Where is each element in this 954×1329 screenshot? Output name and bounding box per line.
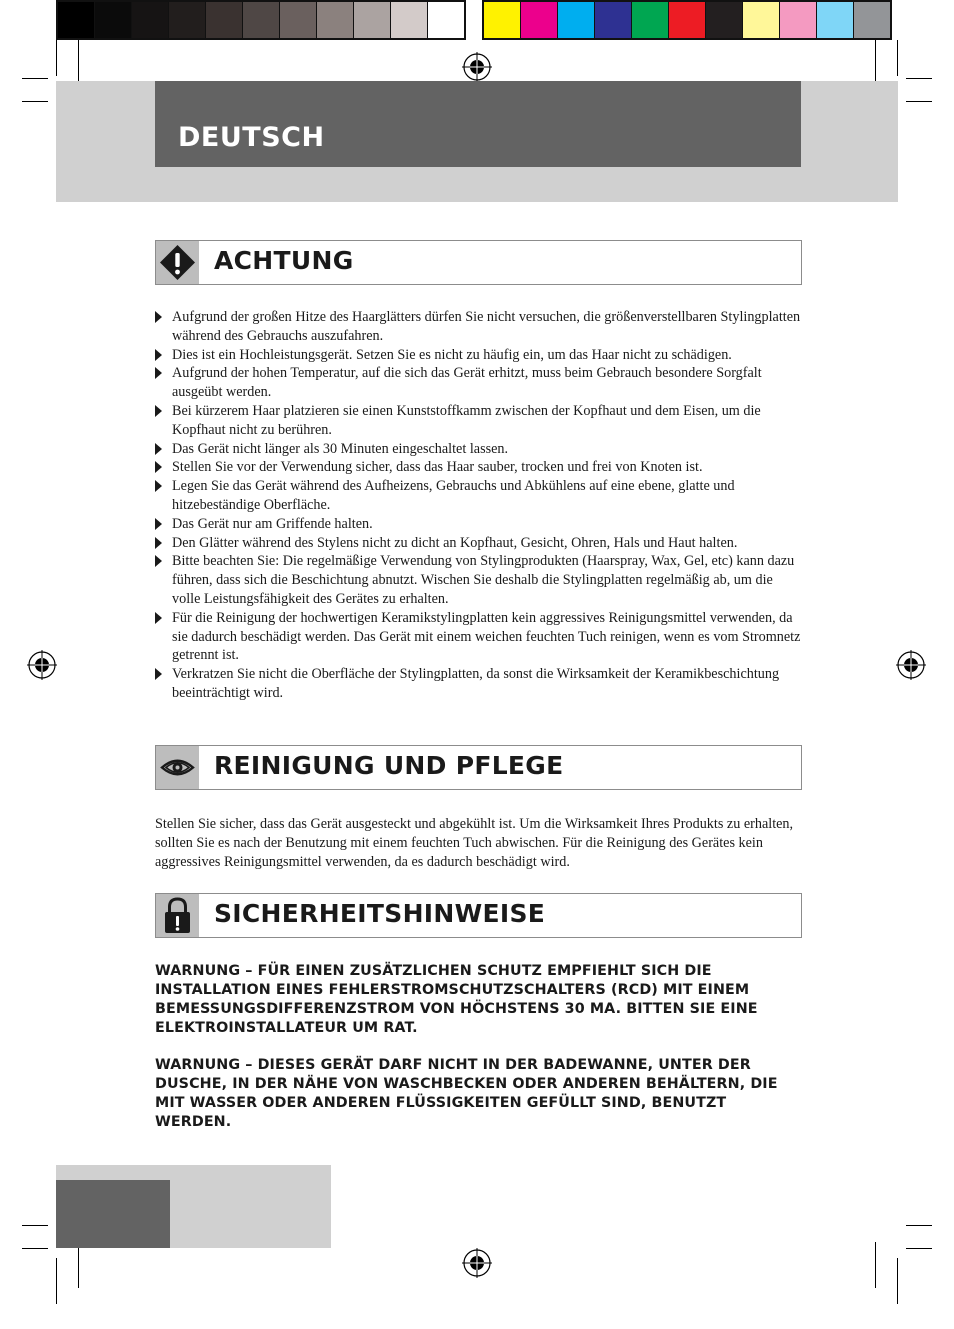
crop-mark [22, 1225, 48, 1226]
cleaning-paragraph: Stellen Sie sicher, dass das Gerät ausgesteckt und abgekühlt ist. Um die Wirksamkeit Ihres Produkts zu erhalten, sollten Sie es nach der Benutzung mit einem feuchten Tuch abwischen. Für die Reinigung des Gerätes kein aggressives Reinigungsmittel verwenden, da es dadurch beschädigt wird. [155, 816, 794, 870]
registration-mark-icon [462, 1248, 492, 1278]
achtung-list [155, 308, 803, 703]
list-item [155, 477, 803, 515]
bullet-arrow-icon [155, 367, 162, 379]
color-calibration-bar-right [482, 0, 892, 40]
list-item-text: Das Gerät nicht länger als 30 Minuten eingeschaltet lassen. [172, 440, 509, 457]
list-item-text: Den Glätter während des Stylens nicht zu dicht an Kopfhaut, Gesicht, Ohren, Hals und Haut halten. [172, 534, 738, 551]
bullet-arrow-icon [155, 518, 162, 530]
crop-mark [875, 1242, 876, 1288]
list-item [155, 609, 803, 665]
bullet-arrow-icon [155, 443, 162, 455]
gray-swatch [428, 2, 464, 38]
color-swatch [706, 2, 742, 38]
list-item-text: Dies ist ein Hochleistungsgerät. Setzen Sie es nicht zu häufig ein, um das Haar nicht zu schädigen. [172, 346, 732, 363]
color-calibration-bar-left [56, 0, 466, 40]
crop-mark [22, 101, 48, 102]
gray-swatch [243, 2, 279, 38]
crop-mark [22, 78, 48, 79]
list-item [155, 534, 803, 553]
page-title: DEUTSCH [178, 122, 325, 153]
padlock-icon [156, 894, 199, 937]
section-heading-achtung [155, 240, 802, 285]
list-item-text: Bitte beachten Sie: Die regelmäßige Verwendung von Stylingprodukten (Haarspray, Wax, Gel, etc) kann dazu führen, dass sich die Beschichtung abnutzt. Wischen Sie deshalb die Stylingplatten regelmäßig ab, um die volle Leistungsfähigkeit des Gerätes zu erhalten. [172, 553, 795, 607]
section-title: SICHERHEITSHINWEISE [214, 899, 546, 928]
crop-mark [78, 1242, 79, 1288]
bullet-arrow-icon [155, 537, 162, 549]
crop-mark [906, 78, 932, 79]
color-swatch [817, 2, 853, 38]
bullet-arrow-icon [155, 349, 162, 361]
bullet-arrow-icon [155, 461, 162, 473]
list-item-text: Das Gerät nur am Griffende halten. [172, 515, 373, 532]
list-item [155, 665, 803, 703]
gray-swatch [206, 2, 242, 38]
registration-mark-icon [462, 52, 492, 82]
crop-mark [906, 1248, 932, 1249]
list-item [155, 346, 803, 365]
crop-mark [56, 40, 57, 76]
gray-swatch [317, 2, 353, 38]
list-item-text: Aufgrund der hohen Temperatur, auf die sich das Gerät erhitzt, muss beim Gebrauch besondere Sorgfalt ausgeübt werden. [172, 365, 762, 401]
crop-mark [906, 1225, 932, 1226]
color-swatch [780, 2, 816, 38]
bullet-arrow-icon [155, 405, 162, 417]
gray-swatch [169, 2, 205, 38]
section-heading-reinigung [155, 745, 802, 790]
list-item [155, 308, 803, 346]
color-swatch [669, 2, 705, 38]
color-swatch [484, 2, 520, 38]
exclamation-icon [156, 241, 199, 284]
list-item [155, 552, 803, 608]
list-item [155, 458, 803, 477]
gray-swatch [280, 2, 316, 38]
list-item-text: Stellen Sie vor der Verwendung sicher, dass das Haar sauber, trocken und frei von Knoten ist. [172, 459, 703, 476]
section-heading-sicherheit [155, 893, 802, 938]
bullet-arrow-icon [155, 480, 162, 492]
crop-mark [22, 1248, 48, 1249]
gray-swatch [132, 2, 168, 38]
warning-rcd: WARNUNG – FÜR EINEN ZUSÄTZLICHEN SCHUTZ EMPFIEHLT SICH DIE INSTALLATION EINES FEHLERSTROMSCHUTZSCHALTERS (RCD) MIT EINEM BEMESSUNGSDIFFERENZSTROM VON HÖCHSTENS 30 MA. BITTEN SIE EINE ELEKTROINSTALLATEUR UM RAT. [155, 963, 758, 1036]
list-item-text: Bei kürzerem Haar platzieren sie einen Kunststoffkamm zwischen der Kopfhaut und dem Eisen, um die Kopfhaut nicht zu berühren. [172, 402, 761, 438]
eye-icon [156, 746, 199, 789]
list-item [155, 402, 803, 440]
list-item-text: Für die Reinigung der hochwertigen Keramikstylingplatten kein aggressives Reinigungsmittel verwenden, da sie dadurch beschädigt werden. Das Gerät mit einem weichen feuchten Tuch reinigen, wenn es vom Stromnetz getrennt ist. [172, 609, 801, 664]
crop-mark [906, 101, 932, 102]
crop-mark [56, 1258, 57, 1304]
warning-water: WARNUNG – DIESES GERÄT DARF NICHT IN DER BADEWANNE, UNTER DER DUSCHE, IN DER NÄHE VON WASCHBECKEN ODER ANDEREN BEHÄLTERN, DIE MIT WASSER ODER ANDEREN FLÜSSIGKEITEN GEFÜLLT SIND, BENUTZT WERDEN. [155, 1057, 778, 1130]
gray-swatch [391, 2, 427, 38]
list-item-text: Legen Sie das Gerät während des Aufheizens, Gebrauchs und Abkühlens auf eine ebene, glatte und hitzebeständige Oberfläche. [172, 478, 735, 513]
gray-swatch [58, 2, 94, 38]
crop-mark [897, 40, 898, 76]
bullet-arrow-icon [155, 612, 162, 624]
registration-mark-icon [27, 650, 57, 680]
list-item [155, 440, 803, 459]
color-swatch [632, 2, 668, 38]
color-swatch [558, 2, 594, 38]
crop-mark [897, 1258, 898, 1304]
section-title: ACHTUNG [214, 246, 354, 275]
bullet-arrow-icon [155, 555, 162, 567]
registration-mark-icon [896, 650, 926, 680]
color-swatch [521, 2, 557, 38]
color-swatch [743, 2, 779, 38]
gray-swatch [95, 2, 131, 38]
color-swatch [854, 2, 890, 38]
gray-swatch [354, 2, 390, 38]
bullet-arrow-icon [155, 311, 162, 323]
footer-page-box [56, 1180, 170, 1248]
list-item [155, 364, 803, 402]
section-title: REINIGUNG UND PFLEGE [214, 751, 564, 780]
list-item-text: Aufgrund der großen Hitze des Haarglätters dürfen Sie nicht versuchen, die größenverstellbaren Stylingplatten während des Gebrauchs auszufahren. [172, 309, 801, 344]
list-item [155, 515, 803, 534]
bullet-arrow-icon [155, 668, 162, 680]
color-swatch [595, 2, 631, 38]
list-item-text: Verkratzen Sie nicht die Oberfläche der Stylingplatten, da sonst die Wirksamkeit der Keramikbeschichtung beeinträchtigt wird. [172, 666, 780, 701]
